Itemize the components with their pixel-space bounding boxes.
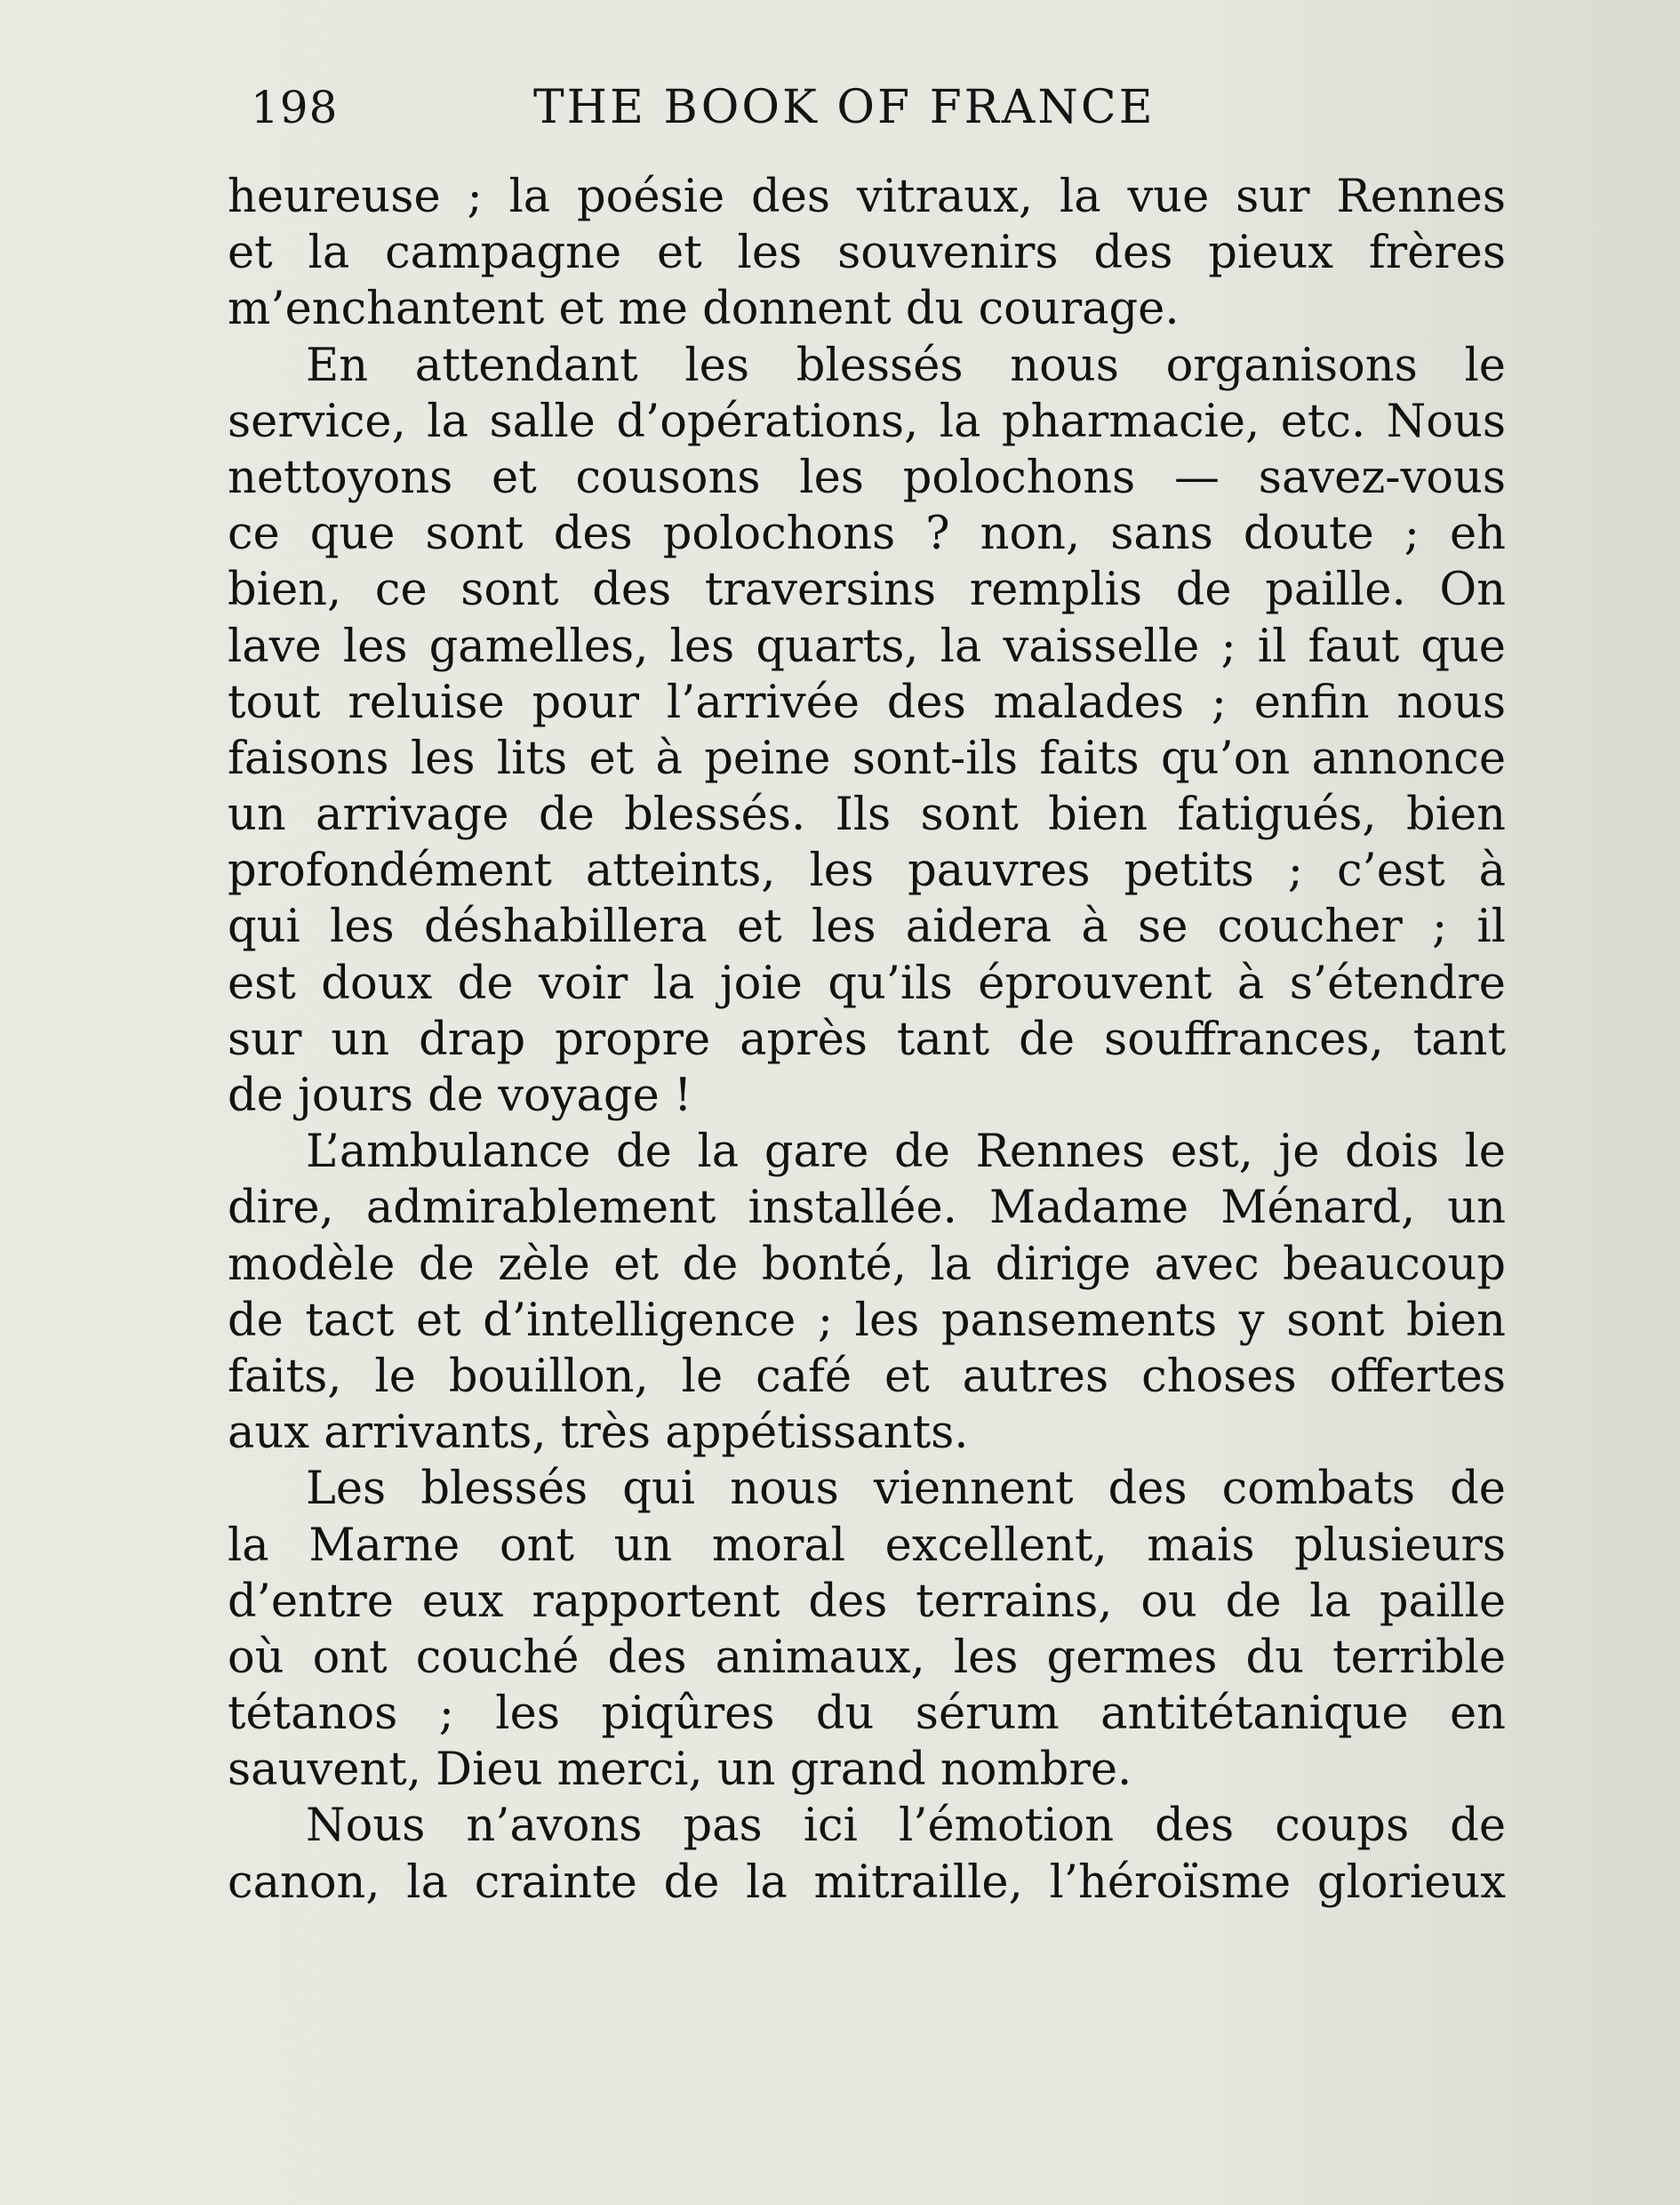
text-line: heureuse ; la poésie des vitraux, la vue sur Rennes bbox=[228, 171, 1506, 223]
text-line: sur un drap propre après tant de souffrances, tant bbox=[228, 1013, 1506, 1066]
text-line: la Marne ont un moral excellent, mais plusieurs bbox=[228, 1519, 1506, 1572]
text-line: sauvent, Dieu merci, un grand nombre. bbox=[228, 1744, 1132, 1797]
text-line: ce que sont des polochons ? non, sans doute ; eh bbox=[228, 508, 1506, 561]
text-line: faits, le bouillon, le café et autres choses offertes bbox=[228, 1350, 1506, 1403]
text-line: profondément atteints, les pauvres petits ; c’est à bbox=[228, 845, 1506, 898]
running-head: THE BOOK OF FRANCE bbox=[533, 81, 1156, 134]
text-line: modèle de zèle et de bonté, la dirige avec beaucoup bbox=[228, 1238, 1506, 1291]
text-line: m’enchantent et me donnent du courage. bbox=[228, 283, 1180, 336]
text-line: nettoyons et cousons les polochons — savez-vous bbox=[228, 451, 1506, 504]
text-line: qui les déshabillera et les aidera à se coucher ; il bbox=[228, 901, 1506, 954]
text-line: un arrivage de blessés. Ils sont bien fatigués, bien bbox=[228, 789, 1506, 842]
text-line: Nous n’avons pas ici l’émotion des coups de bbox=[306, 1800, 1506, 1853]
text-line: tout reluise pour l’arrivée des malades ; enfin nous bbox=[228, 676, 1506, 729]
text-line: d’entre eux rapportent des terrains, ou de la paille bbox=[228, 1575, 1506, 1628]
text-line: dire, admirablement installée. Madame Ménard, un bbox=[228, 1182, 1506, 1235]
text-line: bien, ce sont des traversins remplis de paille. On bbox=[228, 564, 1506, 617]
page-header bbox=[251, 76, 1228, 139]
text-line: lave les gamelles, les quarts, la vaisselle ; il faut que bbox=[228, 620, 1506, 673]
text-line: et la campagne et les souvenirs des pieux frères bbox=[228, 227, 1506, 280]
body-text bbox=[228, 169, 1506, 1911]
text-line: de tact et d’intelligence ; les pansements y sont bien bbox=[228, 1294, 1506, 1347]
text-line: faisons les lits et à peine sont-ils faits qu’on annonce bbox=[228, 732, 1506, 785]
text-line: L’ambulance de la gare de Rennes est, je dois le bbox=[306, 1126, 1506, 1179]
text-line: Les blessés qui nous viennent des combats de bbox=[306, 1463, 1506, 1516]
text-line: tétanos ; les piqûres du sérum antitétanique en bbox=[228, 1688, 1506, 1741]
text-line: où ont couché des animaux, les germes du terrible bbox=[228, 1631, 1506, 1684]
text-line: est doux de voir la joie qu’ils éprouvent à s’étendre bbox=[228, 957, 1506, 1010]
page-number: 198 bbox=[251, 82, 339, 133]
text-line: En attendant les blessés nous organisons le bbox=[306, 339, 1506, 392]
text-line: de jours de voyage ! bbox=[228, 1070, 692, 1122]
text-line: service, la salle d’opérations, la pharmacie, etc. Nous bbox=[228, 395, 1506, 448]
text-line: aux arrivants, très appétissants. bbox=[228, 1407, 969, 1460]
text-line: canon, la crainte de la mitraille, l’héroïsme glorieux bbox=[228, 1856, 1506, 1909]
